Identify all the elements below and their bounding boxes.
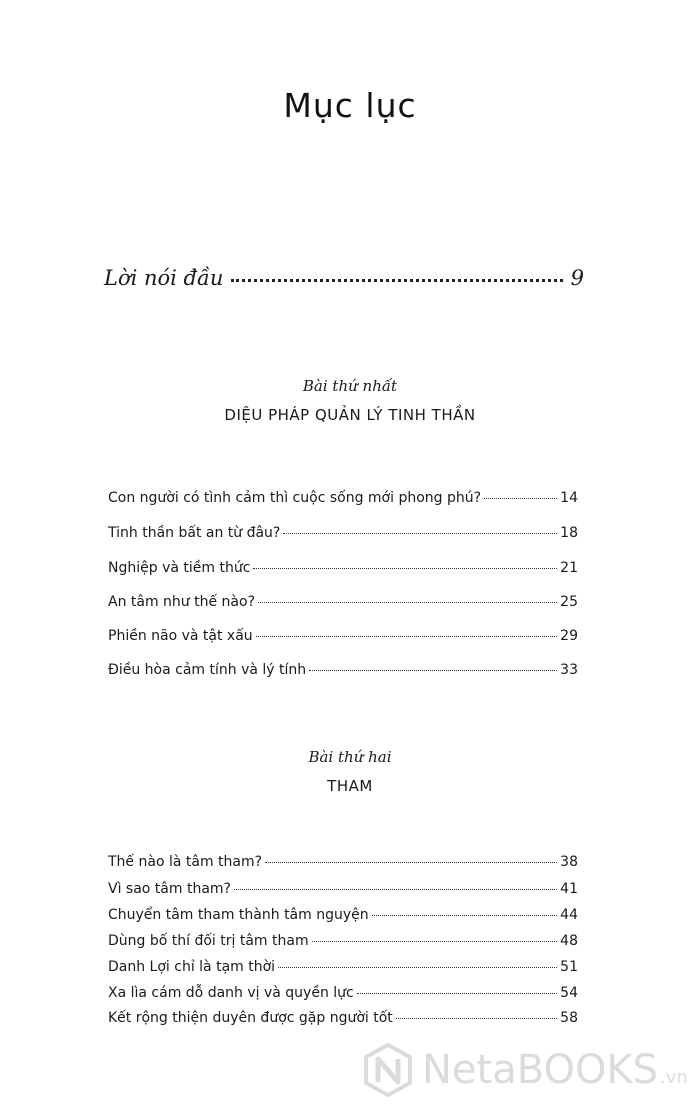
section-number: Bài thứ nhất — [302, 377, 398, 395]
watermark — [360, 1030, 700, 1110]
dot-leader — [278, 967, 557, 968]
toc-entry-page: 48 — [560, 933, 578, 949]
toc-entry[interactable] — [108, 959, 578, 975]
toc-entry-page: 9 — [570, 266, 584, 290]
toc-entry-label: Tinh thần bất an từ đâu? — [108, 525, 281, 541]
dot-leader — [283, 533, 557, 534]
toc-entry[interactable] — [108, 594, 578, 610]
toc-entry-label: An tâm như thế nào? — [108, 594, 255, 610]
toc-entry[interactable] — [108, 985, 578, 1001]
toc-entry[interactable] — [108, 854, 578, 870]
toc-entry-page: 18 — [560, 525, 578, 541]
toc-entry-page: 41 — [560, 881, 578, 897]
toc-entry-label: Thế nào là tâm tham? — [108, 854, 263, 870]
dot-leader — [231, 279, 562, 282]
watermark-brand: NetaBOOKS — [422, 1047, 659, 1093]
toc-entry-label: Lời nói đầu — [104, 266, 224, 290]
page-title: Mục lục — [283, 86, 417, 125]
dot-leader — [396, 1018, 557, 1019]
toc-entry[interactable] — [108, 525, 578, 541]
toc-entry-label: Nghiệp và tiềm thức — [108, 560, 251, 576]
section-heading-1 — [0, 377, 700, 424]
dot-leader — [312, 941, 558, 942]
toc-entry-label: Kết rộng thiện duyên được gặp người tốt — [108, 1010, 393, 1026]
toc-entry-page: 21 — [560, 560, 578, 576]
toc-entry-label: Danh Lợi chỉ là tạm thời — [108, 959, 276, 975]
section-heading-2 — [0, 748, 700, 795]
toc-entry-label: Dùng bố thí đối trị tâm tham — [108, 933, 309, 949]
section-title: THAM — [327, 777, 373, 795]
toc-entry[interactable] — [108, 628, 578, 644]
dot-leader — [372, 915, 558, 916]
toc-entry[interactable] — [108, 933, 578, 949]
dot-leader — [357, 993, 557, 994]
toc-entry-page: 38 — [560, 854, 578, 870]
toc-entry[interactable] — [108, 881, 578, 897]
section-title: DIỆU PHÁP QUẢN LÝ TINH THẦN — [224, 406, 476, 424]
toc-entry-label: Vì sao tâm tham? — [108, 881, 231, 897]
section-number: Bài thứ hai — [308, 748, 392, 766]
dot-leader — [309, 670, 557, 671]
toc-entry[interactable] — [108, 662, 578, 678]
toc-entry[interactable] — [108, 1010, 578, 1026]
toc-entry-label: Phiền não và tật xấu — [108, 628, 253, 644]
toc-entry-page: 25 — [560, 594, 578, 610]
toc-entry-page: 51 — [560, 959, 578, 975]
toc-entry-label: Xa lìa cám dỗ danh vị và quyền lực — [108, 985, 354, 1001]
netabooks-logo-icon — [360, 1042, 416, 1098]
dot-leader — [256, 636, 558, 637]
toc-entry-page: 29 — [560, 628, 578, 644]
dot-leader — [253, 568, 557, 569]
toc-entry-label: Điều hòa cảm tính và lý tính — [108, 662, 307, 678]
toc-entry-page: 44 — [560, 907, 578, 923]
toc-entry-page: 14 — [560, 490, 578, 506]
dot-leader — [234, 889, 557, 890]
toc-entry[interactable] — [108, 907, 578, 923]
watermark-suffix: .vn — [660, 1067, 688, 1088]
toc-entry[interactable] — [108, 560, 578, 576]
toc-entry-page: 54 — [560, 985, 578, 1001]
toc-entry-label: Chuyển tâm tham thành tâm nguyện — [108, 907, 369, 923]
toc-entry[interactable] — [108, 490, 578, 506]
dot-leader — [265, 862, 557, 863]
toc-entry-page: 33 — [560, 662, 578, 678]
dot-leader — [484, 498, 557, 499]
toc-entry-label: Con người có tình cảm thì cuộc sống mới phong phú? — [108, 490, 482, 506]
toc-entry-preface[interactable] — [104, 266, 584, 290]
toc-entry-page: 58 — [560, 1010, 578, 1026]
dot-leader — [258, 602, 557, 603]
